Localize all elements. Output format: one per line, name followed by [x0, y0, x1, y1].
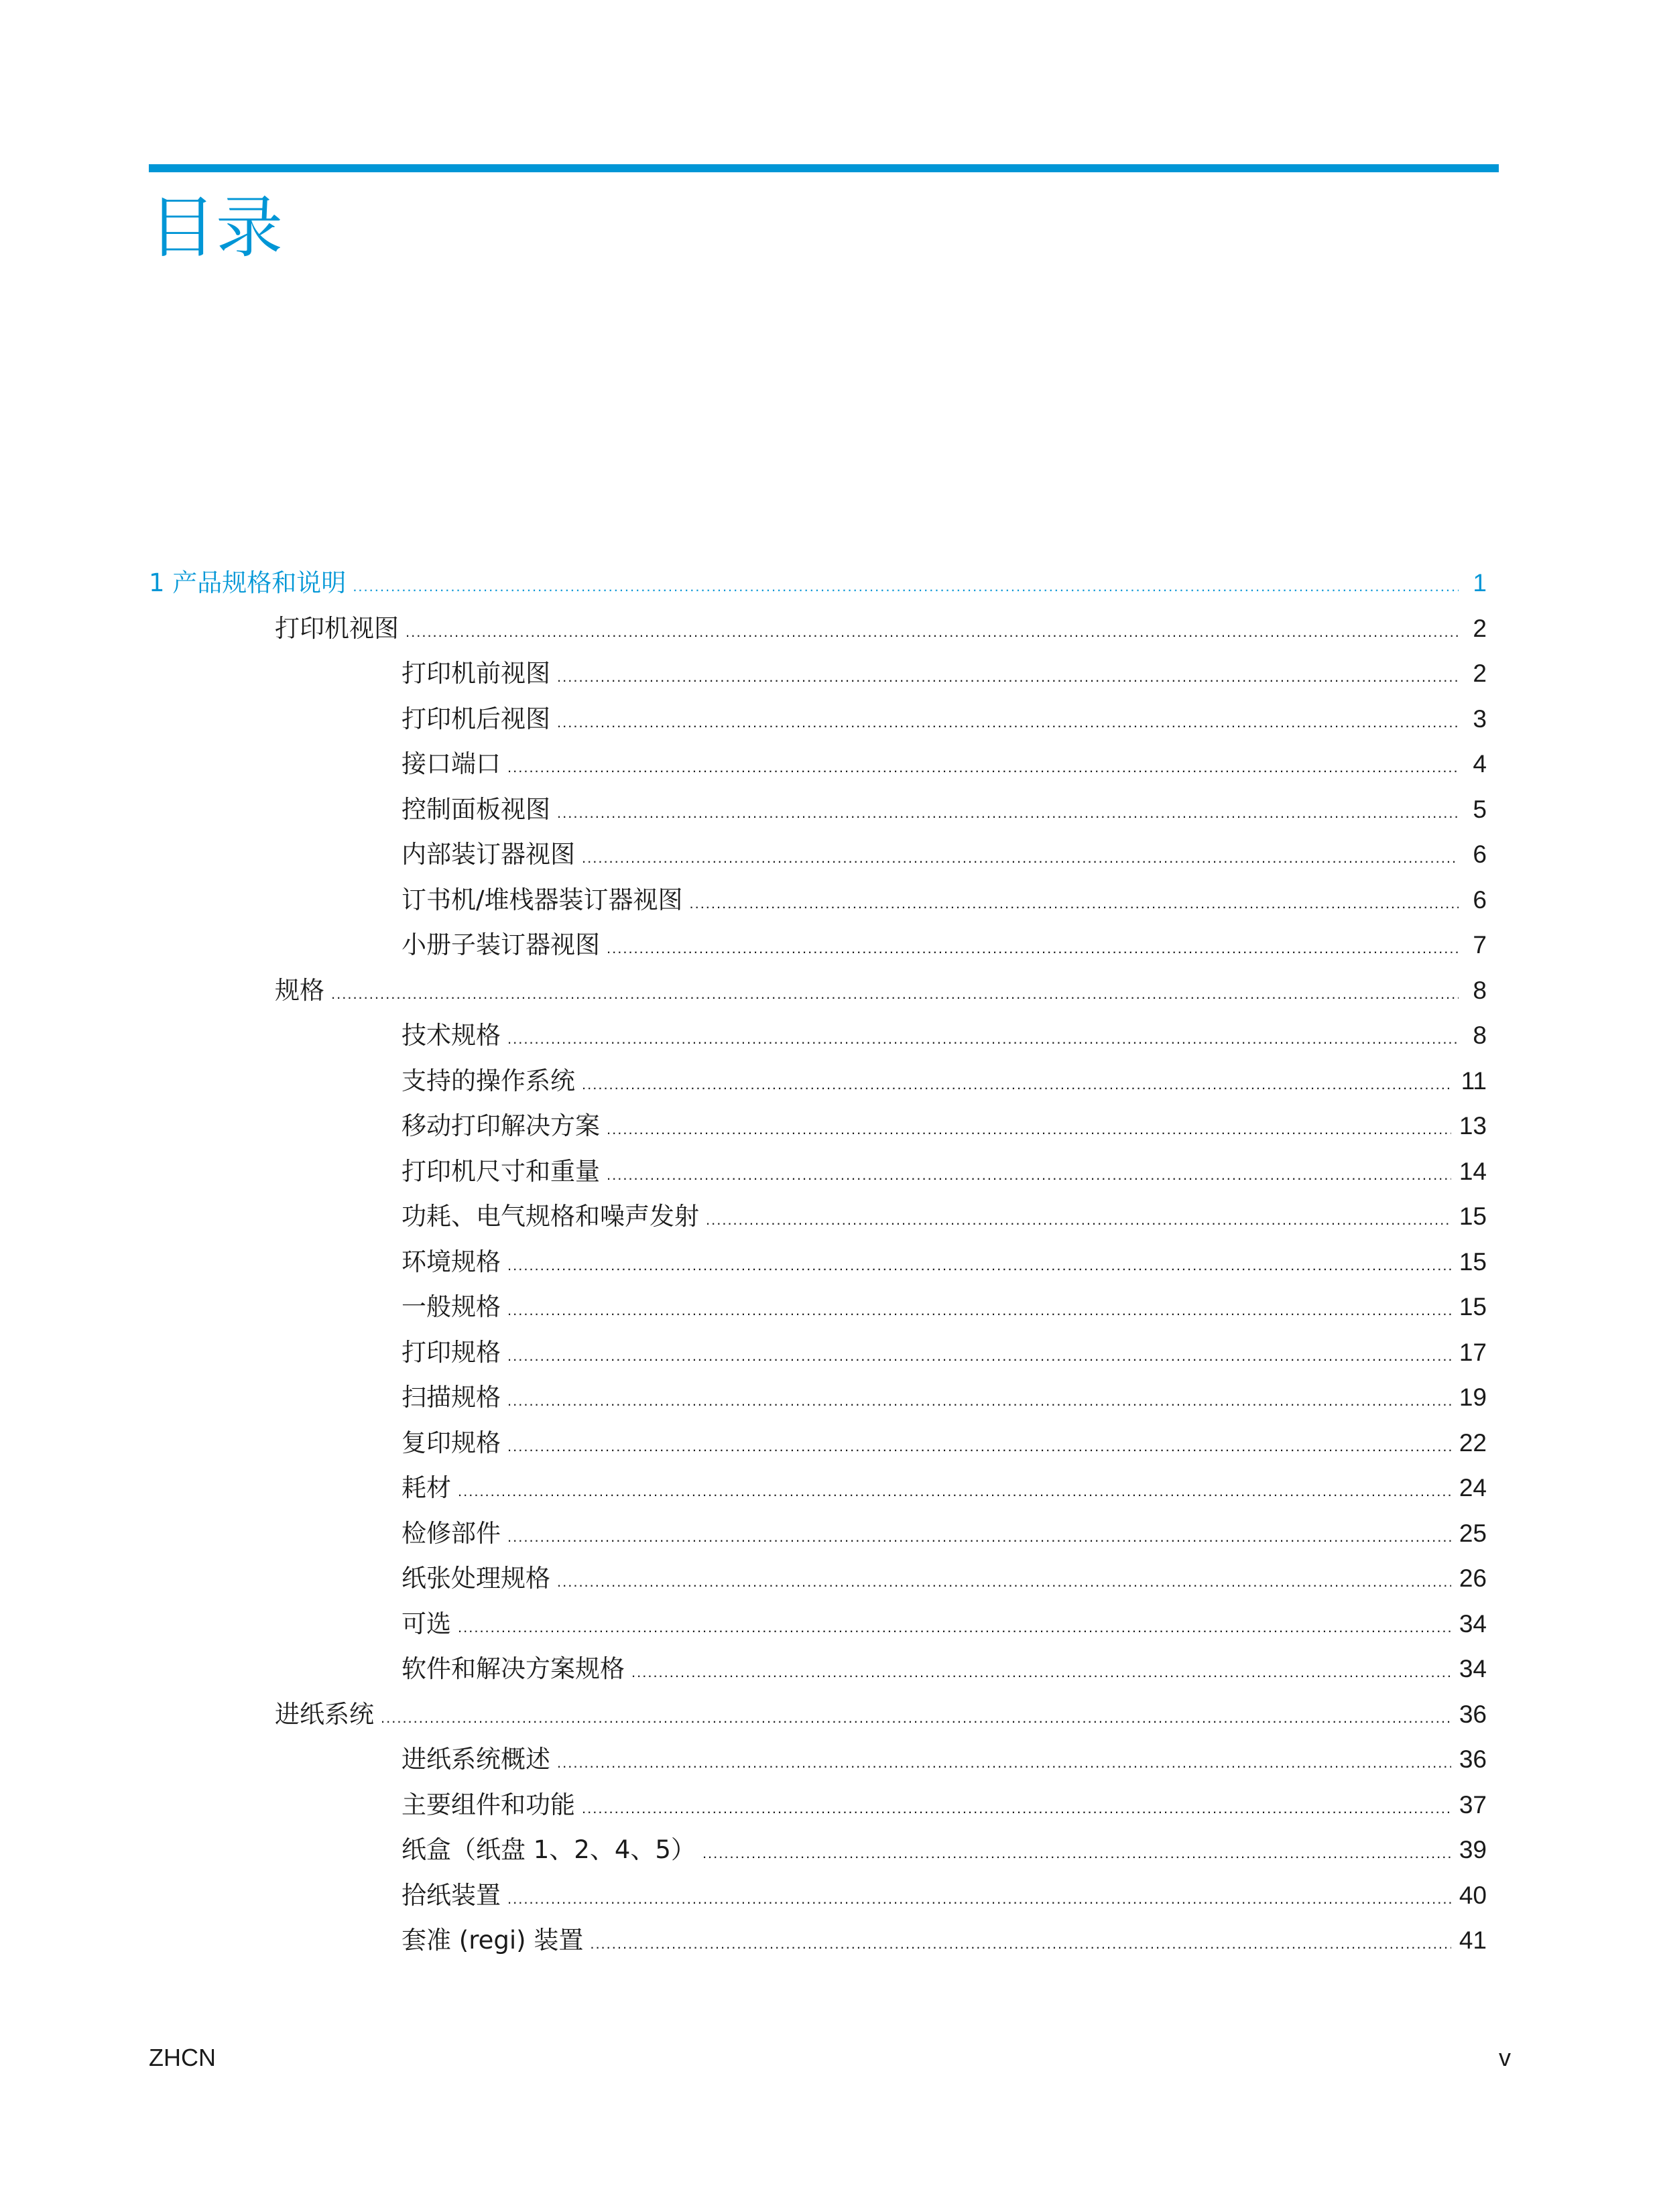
toc-dot-leader: [689, 881, 1459, 926]
toc-entry-label: 打印机视图: [275, 613, 399, 643]
toc-dot-leader: [507, 1288, 1451, 1333]
toc-entry-page: 8: [1473, 976, 1487, 1004]
toc-entry[interactable]: [149, 696, 1499, 742]
toc-dot-leader: [631, 1650, 1451, 1695]
footer-language-code: ZHCN: [149, 2044, 216, 2071]
toc-entry[interactable]: [149, 1782, 1499, 1828]
toc-entry-page: 41: [1459, 1926, 1487, 1954]
toc-entry-label: 1 产品规格和说明: [149, 568, 347, 597]
toc-entry[interactable]: [149, 1692, 1499, 1737]
toc-entry[interactable]: [149, 606, 1499, 652]
toc-entry-label: 复印规格: [402, 1428, 501, 1457]
toc-entry-label: 打印机后视图: [402, 704, 550, 733]
toc-entry[interactable]: [149, 1646, 1499, 1692]
toc-entry-page: 1: [1473, 569, 1487, 597]
toc-entry[interactable]: [149, 1058, 1499, 1104]
toc-entry-page: 25: [1459, 1519, 1487, 1547]
toc-entry-page: 34: [1459, 1655, 1487, 1682]
toc-entry-label: 控制面板视图: [402, 794, 550, 824]
toc-entry[interactable]: [149, 1827, 1499, 1873]
toc-entry[interactable]: [149, 1601, 1499, 1647]
toc-entry-page: 26: [1459, 1564, 1487, 1592]
toc-entry-page: 22: [1459, 1428, 1487, 1457]
toc-entry-page: 40: [1459, 1881, 1487, 1909]
toc-dot-leader: [582, 835, 1459, 881]
toc-dot-leader: [607, 1107, 1451, 1152]
toc-entry-label: 支持的操作系统: [402, 1066, 575, 1095]
toc-entry-page: 15: [1459, 1203, 1487, 1230]
toc-entry-label: 功耗、电气规格和噪声发射: [402, 1202, 699, 1231]
toc-entry[interactable]: [149, 651, 1499, 696]
toc-entry-label: 软件和解决方案规格: [402, 1654, 625, 1683]
toc-entry-page: 39: [1459, 1836, 1487, 1863]
toc-entry-label: 主要组件和功能: [402, 1790, 575, 1819]
toc-entry-label: 打印规格: [402, 1337, 501, 1367]
toc-entry-label: 订书机/堆栈器装订器视图: [402, 885, 683, 914]
toc-entry-label: 检修部件: [402, 1518, 501, 1548]
toc-entry-page: 11: [1461, 1066, 1487, 1095]
toc-dot-leader: [557, 1740, 1451, 1786]
toc-entry-label: 纸盒（纸盘 1、2、4、5）: [402, 1835, 696, 1864]
toc-entry-page: 8: [1473, 1022, 1487, 1049]
toc-dot-leader: [557, 700, 1459, 745]
page-title: 目录: [149, 188, 283, 267]
toc-entry-page: 13: [1459, 1112, 1487, 1140]
toc-entry[interactable]: [149, 1013, 1499, 1058]
toc-entry[interactable]: [149, 787, 1499, 833]
toc-dot-leader: [607, 1152, 1451, 1198]
toc-entry-label: 内部装订器视图: [402, 840, 575, 869]
toc-entry-page: 3: [1473, 704, 1487, 733]
toc-entry[interactable]: [149, 1149, 1499, 1194]
toc-dot-leader: [590, 1921, 1451, 1967]
toc-dot-leader: [406, 609, 1459, 655]
toc-dot-leader: [582, 1786, 1451, 1831]
toc-dot-leader: [582, 1062, 1453, 1107]
toc-entry-page: 36: [1459, 1700, 1487, 1728]
toc-entry[interactable]: [149, 1375, 1499, 1420]
toc-entry-page: 6: [1473, 841, 1487, 868]
toc-entry-page: 34: [1459, 1609, 1487, 1638]
toc-entry-label: 技术规格: [402, 1021, 501, 1050]
toc-dot-leader: [706, 1197, 1451, 1243]
toc-entry-label: 环境规格: [402, 1247, 501, 1276]
toc-dot-leader: [331, 971, 1459, 1017]
toc-dot-leader: [557, 654, 1459, 700]
toc-dot-leader: [458, 1605, 1451, 1650]
toc-entry[interactable]: [149, 1420, 1499, 1466]
toc-entry[interactable]: [149, 1465, 1499, 1511]
toc-entry[interactable]: [149, 968, 1499, 1013]
toc-dot-leader: [458, 1469, 1451, 1514]
toc-entry-label: 进纸系统: [275, 1699, 374, 1729]
toc-dot-leader: [507, 1378, 1451, 1424]
toc-entry[interactable]: [149, 1239, 1499, 1285]
toc-entry-label: 套准 (regi) 装置: [402, 1926, 584, 1955]
toc-dot-leader: [557, 790, 1459, 836]
toc-dot-leader: [381, 1695, 1451, 1741]
toc-dot-leader: [507, 1016, 1459, 1062]
toc-entry-label: 一般规格: [402, 1292, 501, 1321]
toc-entry-label: 纸张处理规格: [402, 1564, 550, 1593]
toc-dot-leader: [507, 1333, 1451, 1379]
toc-dot-leader: [557, 1559, 1451, 1605]
toc-entry-label: 打印机尺寸和重量: [402, 1156, 600, 1186]
toc-entry-label: 扫描规格: [402, 1383, 501, 1412]
toc-dot-leader: [607, 926, 1459, 971]
toc-entry-page: 15: [1459, 1247, 1487, 1276]
toc-entry-page: 7: [1473, 931, 1487, 959]
footer-page-number: v: [1499, 2044, 1511, 2071]
toc-entry[interactable]: [149, 1511, 1499, 1556]
toc-entry[interactable]: [149, 1330, 1499, 1375]
toc-entry-label: 移动打印解决方案: [402, 1111, 600, 1140]
toc-entry-label: 规格: [275, 975, 324, 1005]
toc-entry[interactable]: [149, 741, 1499, 787]
toc-dot-leader: [507, 745, 1459, 790]
toc-dot-leader: [507, 1243, 1451, 1288]
toc-dot-leader: [702, 1831, 1451, 1876]
toc-entry[interactable]: [149, 832, 1499, 877]
toc-entry-page: 2: [1473, 614, 1487, 642]
toc-entry-page: 17: [1459, 1338, 1487, 1366]
toc-entry-page: 14: [1459, 1157, 1487, 1185]
toc-entry-page: 36: [1459, 1745, 1487, 1773]
toc-entry[interactable]: [149, 1873, 1499, 1918]
toc-entry[interactable]: [149, 922, 1499, 968]
toc-entry-label: 接口端口: [402, 749, 501, 778]
toc-entry-label: 可选: [402, 1609, 451, 1638]
toc-dot-leader: [507, 1424, 1451, 1469]
toc-entry-label: 打印机前视图: [402, 659, 550, 688]
toc-entry-label: 进纸系统概述: [402, 1745, 550, 1774]
toc-entry[interactable]: [149, 560, 1499, 606]
toc-entry-page: 37: [1459, 1790, 1487, 1819]
toc-entry[interactable]: [149, 1737, 1499, 1782]
toc-entry-label: 拾纸装置: [402, 1880, 501, 1910]
toc-entry[interactable]: [149, 1284, 1499, 1330]
toc-entry-page: 15: [1459, 1293, 1487, 1320]
table-of-contents: [149, 560, 1499, 1963]
toc-dot-leader: [353, 564, 1459, 609]
toc-entry-page: 4: [1473, 750, 1487, 778]
toc-entry[interactable]: [149, 1194, 1499, 1239]
toc-entry-page: 24: [1459, 1474, 1487, 1501]
toc-dot-leader: [507, 1876, 1451, 1922]
title-rule: [149, 164, 1499, 172]
toc-entry[interactable]: [149, 1103, 1499, 1149]
toc-entry[interactable]: [149, 1556, 1499, 1601]
toc-entry[interactable]: [149, 877, 1499, 923]
toc-dot-leader: [507, 1514, 1451, 1560]
toc-entry-page: 2: [1473, 660, 1487, 687]
toc-entry[interactable]: [149, 1918, 1499, 1963]
toc-entry-page: 5: [1473, 795, 1487, 823]
toc-entry-page: 6: [1473, 885, 1487, 914]
toc-entry-label: 小册子装订器视图: [402, 930, 600, 959]
toc-entry-page: 19: [1459, 1384, 1487, 1411]
toc-entry-label: 耗材: [402, 1473, 451, 1502]
